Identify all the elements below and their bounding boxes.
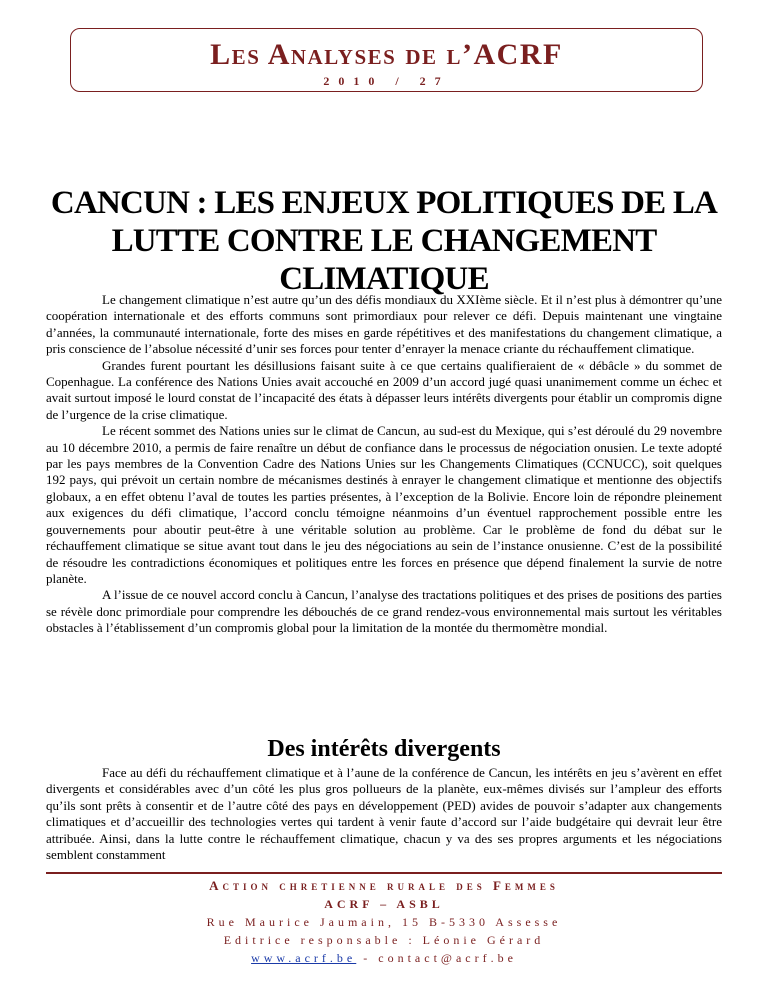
footer-organization: Action chretienne rurale des Femmes — [209, 878, 559, 893]
footer-contact — [0, 949, 768, 967]
paragraph: Grandes furent pourtant les désillusions faisant suite à ce que certains qualifieraient de « débâcle » du sommet de Copenhague. La conférence des Nations Unies avait accouché en 2009 d’un accord jugé quasi unanimement comme un échec et avait surtout imposé le lourd constat de l’incapacité des états à dépasser leurs intérêts divergents pour établir un compromis digne de l’urgence de la crise climatique. — [46, 357, 722, 422]
section-text — [46, 765, 722, 863]
paragraph: Le changement climatique n’est autre qu’un des défis mondiaux du XXIème siècle. Et il n’est plus à démontrer qu’une coopération internationale et des efforts communs sont primordiaux pour relever ce défi. Depuis maintenant une vingtaine d’années, la communauté internationale, forte des mises en garde répétitives et des manifestations du changement climatique, a pris conscience de l’absolue nécessité d’unir ses forces pour tenter d’enrayer la menace criante du réchauffement climatique. — [46, 292, 722, 357]
footer-editor: Editrice responsable : Léonie Gérard — [223, 933, 545, 947]
intro-text — [46, 292, 722, 637]
email-address: contact@acrf.be — [378, 951, 517, 965]
footer-divider — [46, 872, 722, 874]
paragraph: Face au défi du réchauffement climatique et à l’aune de la conférence de Cancun, les intérêts en jeu s’avèrent en effet divergents et considérables avec d’un côté les plus gros pollueurs de la planète, eux-mêmes divisés sur l’ampleur des efforts qu’ils sont prêts à consentir et de l’autre côté des pays en développement (PED) avides de pouvoir s’adapter aux changements climatiques et d’accueillir des technologies vertes qui tardent à venir faute d’accord sur l’aide budgétaire qui devrait leur être attribuée. Ainsi, dans la lutte contre le réchauffement climatique, chacun y va des ses propres arguments et les négociations semblent constamment — [46, 765, 722, 863]
document-title: CANCUN : LES ENJEUX POLITIQUES DE LA LUTTE CONTRE LE CHANGEMENT CLIMATIQUE — [50, 185, 718, 298]
header-box — [70, 28, 703, 92]
paragraph: A l’issue de ce nouvel accord conclu à Cancun, l’analyse des tractations politiques et des prises de positions des parties se révèle donc primordiale pour comprendre les débouchés de ce grand rendez-vous environnemental mais surtout les véritables obstacles à l’établissement d’un compromis global pour la limitation de la montée du thermomètre mondial. — [46, 587, 722, 636]
section-heading: Des intérêts divergents — [267, 735, 501, 762]
footer-separator: - — [356, 951, 379, 965]
footer-address: Rue Maurice Jaumain, 15 B-5330 Assesse — [206, 915, 562, 929]
paragraph: Le récent sommet des Nations unies sur le climat de Cancun, au sud-est du Mexique, qui s’est déroulé du 29 novembre au 10 décembre 2010, a permis de faire renaître un début de confiance dans le processus de négociation onusien. Le texte adopté par les pays membres de la Convention Cadre des Nations Unies sur les Changements Climatiques (CCNUCC), soit quelques 192 pays, qui prévoit un certain nombre de mécanismes destinés à enrayer le changement climatique et mentionne des objectifs globaux, a en effet obtenu l’aval de toutes les parties présentes, à l’exception de la Bolivie. Encore loin de répondre pleinement aux exigences du défi climatique, l’accord conclu témoigne néanmoins d’un éventuel rapprochement possible entre les gouvernements pour aboutir peut-être à une véritable solution au problème. Car le problème de fond du débat sur le réchauffement climatique se situe avant tout dans le jeu des négociations au sein de l’instance onusienne. C’est de la possibilité de résoudre les contradictions économiques et politiques entre les forces en présence que dépend finalement la survie de notre planète. — [46, 423, 722, 586]
series-number: 2010 / 27 — [323, 74, 450, 88]
website-link[interactable]: www.acrf.be — [251, 951, 357, 965]
footer — [0, 877, 768, 967]
footer-acronym: ACRF – ASBL — [324, 897, 444, 911]
series-title: Les Analyses de l’ACRF — [210, 38, 563, 71]
